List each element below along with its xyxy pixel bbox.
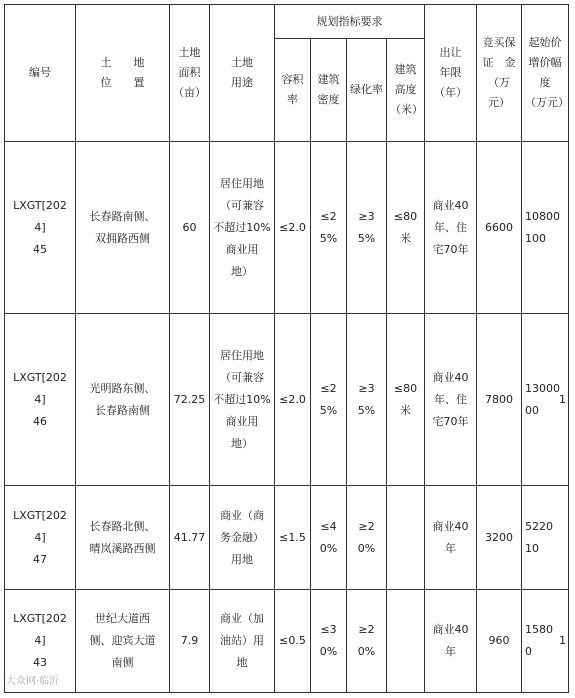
- row-density: ≤2 5%: [311, 142, 347, 314]
- row-density: ≤30%: [311, 590, 347, 693]
- watermark: 大众网·临沂: [6, 676, 60, 687]
- row-density: ≤2 5%: [311, 314, 347, 486]
- header-far: 容积 率: [275, 39, 311, 142]
- row-density: ≤40%: [311, 486, 347, 590]
- row-deposit: 6600: [477, 142, 522, 314]
- row-term: 商业40 年、住 宅70年: [425, 314, 477, 486]
- header-use: 土地 用途: [210, 5, 275, 142]
- land-auction-table: [4, 4, 569, 693]
- table-row: [5, 590, 569, 693]
- row-start-price-value: 10800 100: [525, 209, 560, 245]
- row-area: 7.9: [170, 590, 210, 693]
- header-term: 出让 年限 （年）: [425, 5, 477, 142]
- header-green: 绿化率: [347, 39, 387, 142]
- row-start-price-value: 5220 10: [525, 519, 553, 555]
- table-row: [5, 314, 569, 486]
- row-use: 居住用地 （可兼容 不超过10% 商业用 地）: [210, 314, 275, 486]
- row-start-price-value: 1580 0: [525, 623, 553, 658]
- row-area: 60: [170, 142, 210, 314]
- row-start-price: [522, 590, 569, 693]
- row-term: 商业40 年: [425, 486, 477, 590]
- row-location: 长春路北侧、 晴岚溪路西侧: [76, 486, 170, 590]
- row-green: ≥35%: [347, 142, 387, 314]
- header-start-price: 起始价 增价幅度 （万元）: [522, 5, 569, 142]
- row-location: 世纪大道西 侧、迎宾大道 南侧: [76, 590, 170, 693]
- row-area: 41.77: [170, 486, 210, 590]
- row-term: 商业40 年、住 宅70年: [425, 142, 477, 314]
- row-deposit: 3200: [477, 486, 522, 590]
- header-area: 土地 面积 （亩）: [170, 5, 210, 142]
- row-use: 居住用地 （可兼容 不超过10% 商业用 地）: [210, 142, 275, 314]
- row-code: LXGT[2024] 43: [5, 590, 76, 693]
- row-height: [387, 590, 425, 693]
- header-planning-group: 规划指标要求: [275, 5, 425, 39]
- row-code: LXGT[2024] 46: [5, 314, 76, 486]
- row-location: 长春路南侧、 双拥路西侧: [76, 142, 170, 314]
- row-deposit: 960: [477, 590, 522, 693]
- row-start-price-value: 13000 00: [525, 381, 560, 417]
- header-deposit: 竞买保 证 金 （万 元）: [477, 5, 522, 142]
- row-far: ≤2.0: [275, 142, 311, 314]
- row-deposit: 7800: [477, 314, 522, 486]
- row-far: ≤0.5: [275, 590, 311, 693]
- header-height: 建筑 高度 （米）: [387, 39, 425, 142]
- row-height: ≤80米: [387, 142, 425, 314]
- table-row: [5, 142, 569, 314]
- row-use: 商业（商 务金融） 用地: [210, 486, 275, 590]
- row-code: LXGT[2024] 45: [5, 142, 76, 314]
- table-row: [5, 486, 569, 590]
- row-use: 商业（加 油站）用 地: [210, 590, 275, 693]
- row-increment: 1: [559, 392, 566, 406]
- row-green: ≥20%: [347, 486, 387, 590]
- row-code: LXGT[2024] 47: [5, 486, 76, 590]
- row-far: ≤1.5: [275, 486, 311, 590]
- row-location: 光明路东侧、 长春路南侧: [76, 314, 170, 486]
- row-height: [387, 486, 425, 590]
- row-area: 72.25: [170, 314, 210, 486]
- row-green: ≥20%: [347, 590, 387, 693]
- row-start-price: [522, 486, 569, 590]
- row-start-price: [522, 142, 569, 314]
- row-start-price: [522, 314, 569, 486]
- row-height: ≤80米: [387, 314, 425, 486]
- row-green: ≥35%: [347, 314, 387, 486]
- row-far: ≤2.0: [275, 314, 311, 486]
- row-term: 商业40 年: [425, 590, 477, 693]
- row-increment: 1: [559, 634, 566, 647]
- header-location: 土 地 位 置: [76, 5, 170, 142]
- header-density: 建筑 密度: [311, 39, 347, 142]
- header-code: 编号: [5, 5, 76, 142]
